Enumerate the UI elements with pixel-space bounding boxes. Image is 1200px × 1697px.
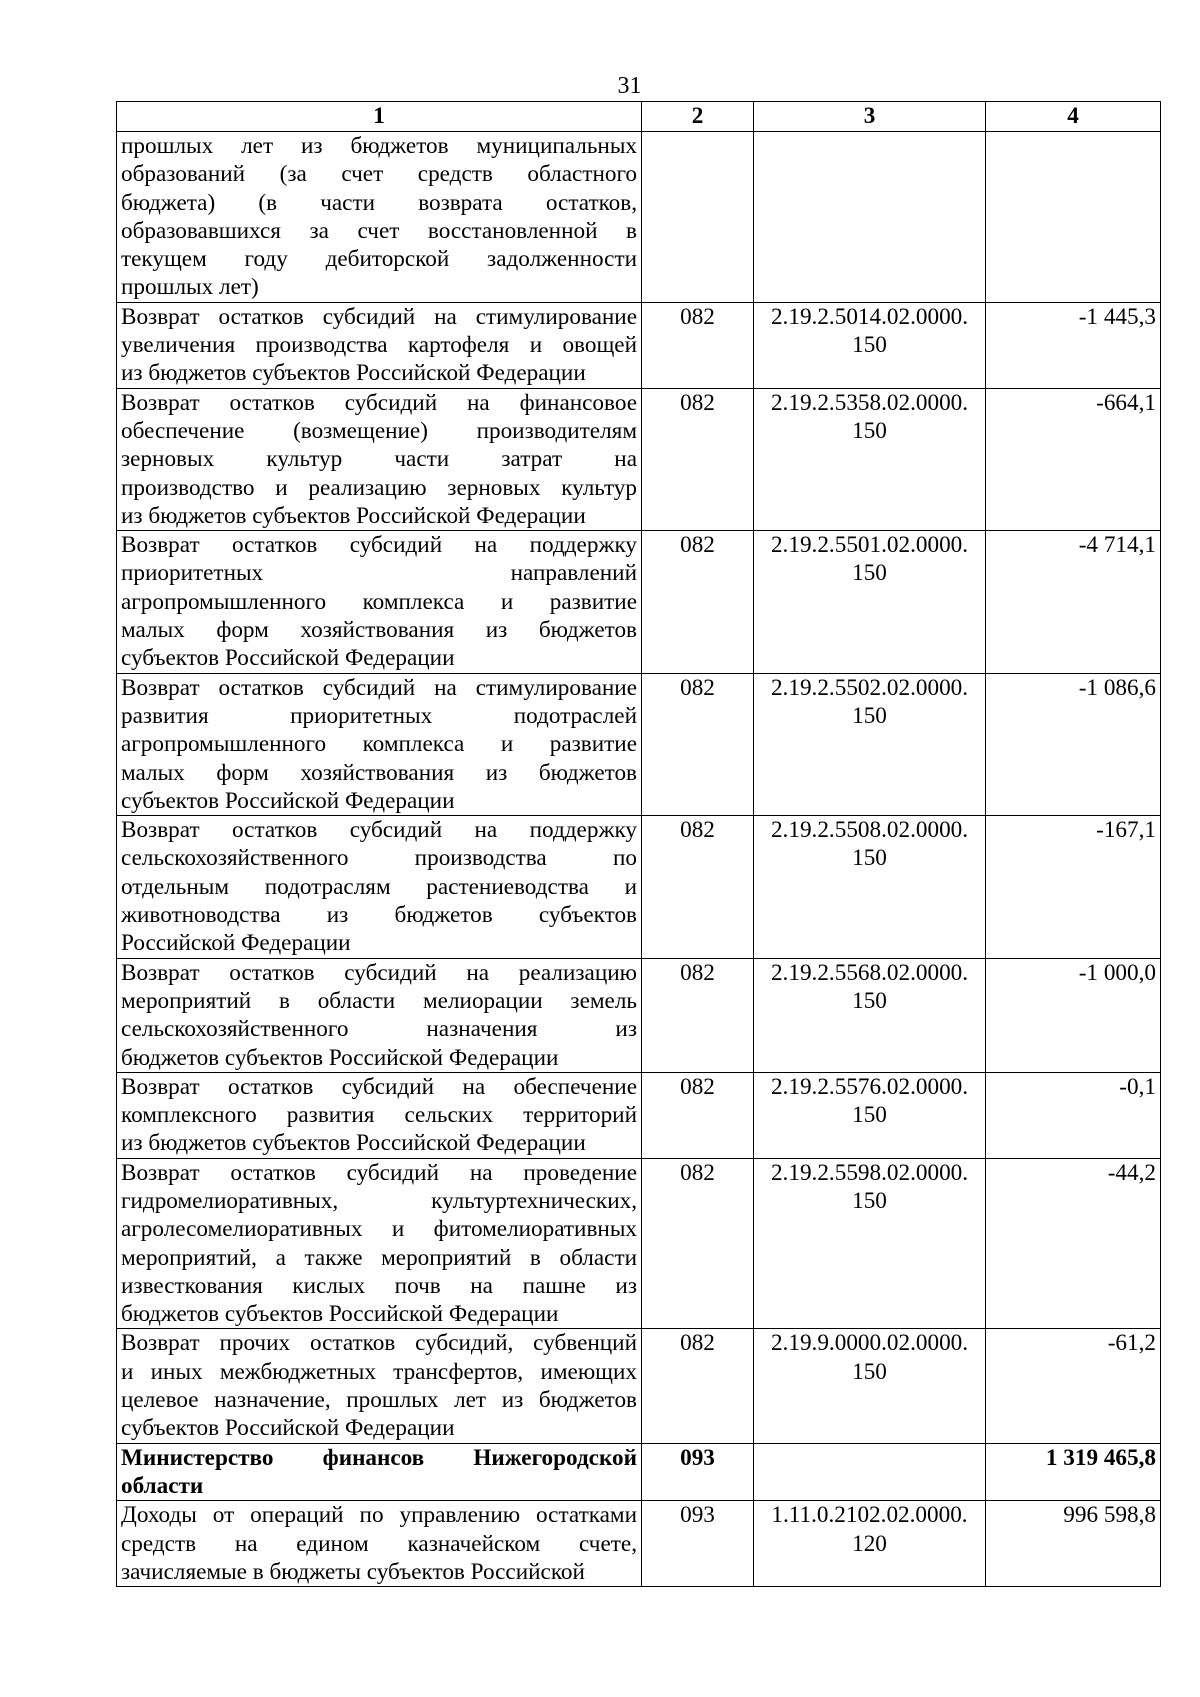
name-line: производство и реализацию зерновых культур [121, 474, 637, 501]
code-line: 150 [852, 1187, 887, 1214]
code-line [758, 132, 981, 160]
name-line: зерновых культур части затрат на [121, 446, 637, 473]
amount-cell: -44,2 [986, 1158, 1161, 1329]
classification-code-cell [754, 1501, 986, 1587]
code-line: 2.19.2.5501.02.0000. [770, 532, 969, 559]
row-name-cell [117, 531, 642, 673]
name-line: из бюджетов субъектов Российской Федерации [121, 360, 586, 387]
classification-code-cell [754, 1329, 986, 1443]
name-line: образовавшихся за счет восстановленной в [121, 217, 637, 244]
code-line: 2.19.2.5508.02.0000. [770, 817, 969, 844]
table-row [117, 132, 1161, 303]
admin-code-cell: 082 [642, 958, 754, 1072]
code-line: 150 [852, 702, 887, 729]
row-name-cell [117, 1329, 642, 1443]
name-line: области [121, 1472, 204, 1499]
name-line: зачисляемые в бюджеты субъектов Российской [121, 1558, 585, 1585]
name-line: из бюджетов субъектов Российской Федерации [121, 502, 586, 529]
amount-cell: -664,1 [986, 388, 1161, 530]
code-line: 2.19.2.5358.02.0000. [770, 389, 969, 416]
admin-code-cell: 082 [642, 531, 754, 673]
name-line: агропромышленного комплекса и развитие [121, 731, 637, 758]
name-line: субъектов Российской Федерации [121, 645, 455, 672]
admin-code-cell: 082 [642, 673, 754, 815]
admin-code-cell: 082 [642, 302, 754, 388]
classification-code-cell [754, 816, 986, 958]
amount-cell: 1 319 465,8 [986, 1443, 1161, 1501]
table-row [117, 1329, 1161, 1443]
row-name-cell [117, 958, 642, 1072]
code-line: 150 [852, 417, 887, 444]
name-line: Возврат остатков субсидий на поддержку [121, 817, 637, 844]
classification-code-cell [754, 132, 986, 303]
table-row [117, 531, 1161, 673]
name-line: Российской Федерации [121, 930, 351, 957]
code-line: 1.11.0.2102.02.0000. [771, 1502, 968, 1529]
name-line: Возврат остатков субсидий на финансовое [121, 389, 637, 416]
row-name-cell [117, 1072, 642, 1158]
name-line: прошлых лет) [121, 274, 259, 301]
name-line: образований (за счет средств областного [121, 161, 637, 188]
classification-code-cell [754, 1158, 986, 1329]
admin-code-cell: 082 [642, 1072, 754, 1158]
admin-code-cell: 093 [642, 1443, 754, 1501]
name-line: развития приоритетных подотраслей [121, 702, 637, 729]
code-line [758, 160, 981, 188]
budget-revenue-table [116, 101, 1161, 1587]
name-line: животноводства из бюджетов субъектов [121, 902, 637, 929]
header-col-2: 2 [642, 102, 754, 132]
name-line: Возврат остатков субсидий на обеспечение [121, 1073, 637, 1100]
table-body [117, 132, 1161, 1587]
name-line: сельскохозяйственного назначения из [121, 1016, 637, 1043]
amount-cell: -1 445,3 [986, 302, 1161, 388]
table-row [117, 673, 1161, 815]
admin-code-cell: 082 [642, 388, 754, 530]
code-line: 2.19.2.5598.02.0000. [770, 1159, 969, 1186]
header-col-4: 4 [986, 102, 1161, 132]
code-line: 2.19.9.0000.02.0000. [770, 1330, 969, 1357]
code-line: 120 [852, 1530, 887, 1557]
code-line: 150 [852, 1358, 887, 1385]
name-line: агропромышленного комплекса и развитие [121, 588, 637, 615]
table-row [117, 1158, 1161, 1329]
table-row [117, 1443, 1161, 1501]
code-line [758, 1472, 981, 1500]
row-name-cell [117, 388, 642, 530]
table-row [117, 816, 1161, 958]
code-line: 2.19.2.5014.02.0000. [770, 303, 969, 330]
name-line: из бюджетов субъектов Российской Федерации [121, 1130, 586, 1157]
header-col-3: 3 [754, 102, 986, 132]
name-line: текущем году дебиторской задолженности [121, 246, 637, 273]
table-row [117, 302, 1161, 388]
name-line: сельскохозяйственного производства по [121, 845, 637, 872]
table-header-row [117, 102, 1161, 132]
amount-cell: -167,1 [986, 816, 1161, 958]
table-row [117, 958, 1161, 1072]
code-line: 150 [852, 332, 887, 359]
code-line: 150 [852, 987, 887, 1014]
amount-cell [986, 132, 1161, 303]
name-line: Возврат остатков субсидий на поддержку [121, 532, 637, 559]
name-line: Возврат остатков субсидий на стимулирование [121, 674, 637, 701]
name-line: бюджета) (в части возврата остатков, [121, 189, 637, 216]
name-line: гидромелиоративных, культуртехнических, [121, 1187, 637, 1214]
code-line: 2.19.2.5502.02.0000. [770, 674, 969, 701]
row-name-cell [117, 302, 642, 388]
code-line: 150 [852, 560, 887, 587]
classification-code-cell [754, 673, 986, 815]
amount-cell: 996 598,8 [986, 1501, 1161, 1587]
row-name-cell [117, 1443, 642, 1501]
code-line: 150 [852, 1102, 887, 1129]
name-line: мероприятий в области мелиорации земель [121, 987, 637, 1014]
classification-code-cell [754, 302, 986, 388]
name-line: малых форм хозяйствования из бюджетов [121, 617, 637, 644]
amount-cell: -0,1 [986, 1072, 1161, 1158]
name-line: прошлых лет из бюджетов муниципальных [121, 133, 637, 159]
row-name-cell [117, 816, 642, 958]
name-line: субъектов Российской Федерации [121, 1415, 455, 1442]
code-line: 2.19.2.5576.02.0000. [770, 1073, 969, 1100]
name-line: отдельным подотраслям растениеводства и [121, 873, 637, 900]
amount-cell: -4 714,1 [986, 531, 1161, 673]
amount-cell: -1 086,6 [986, 673, 1161, 815]
name-line: комплексного развития сельских территорий [121, 1102, 637, 1129]
name-line: известкования кислых почв на пашне из [121, 1272, 637, 1299]
name-line: обеспечение (возмещение) производителям [121, 417, 637, 444]
name-line: целевое назначение, прошлых лет из бюджетов [121, 1387, 637, 1414]
name-line: Возврат остатков субсидий на стимулирование [121, 303, 637, 330]
amount-cell: -1 000,0 [986, 958, 1161, 1072]
name-line: Министерство финансов Нижегородской [121, 1444, 637, 1471]
name-line: Возврат остатков субсидий на реализацию [121, 959, 637, 986]
admin-code-cell: 082 [642, 1329, 754, 1443]
name-line: увеличения производства картофеля и овощей [121, 332, 637, 359]
amount-cell: -61,2 [986, 1329, 1161, 1443]
code-line [758, 1444, 981, 1472]
name-line: малых форм хозяйствования из бюджетов [121, 759, 637, 786]
admin-code-cell: 093 [642, 1501, 754, 1587]
page-number: 31 [617, 73, 642, 99]
classification-code-cell [754, 531, 986, 673]
admin-code-cell: 082 [642, 1158, 754, 1329]
row-name-cell [117, 1501, 642, 1587]
classification-code-cell [754, 1072, 986, 1158]
name-line: Возврат остатков субсидий на проведение [121, 1159, 637, 1186]
name-line: Доходы от операций по управлению остатками [121, 1502, 637, 1529]
row-name-cell [117, 132, 642, 303]
name-line: бюджетов субъектов Российской Федерации [121, 1301, 559, 1328]
admin-code-cell: 082 [642, 816, 754, 958]
name-line: агролесомелиоративных и фитомелиоративных [121, 1216, 637, 1243]
name-line: бюджетов субъектов Российской Федерации [121, 1044, 559, 1071]
name-line: и иных межбюджетных трансфертов, имеющих [121, 1358, 637, 1385]
classification-code-cell [754, 388, 986, 530]
classification-code-cell [754, 958, 986, 1072]
row-name-cell [117, 1158, 642, 1329]
name-line: субъектов Российской Федерации [121, 787, 455, 814]
name-line: приоритетных направлений [121, 560, 637, 587]
table-row [117, 1501, 1161, 1587]
table-row [117, 1072, 1161, 1158]
classification-code-cell [754, 1443, 986, 1501]
row-name-cell [117, 673, 642, 815]
name-line: мероприятий, а также мероприятий в области [121, 1244, 637, 1271]
table-row [117, 388, 1161, 530]
code-line: 150 [852, 845, 887, 872]
name-line: средств на едином казначейском счете, [121, 1530, 637, 1557]
header-col-1: 1 [117, 102, 642, 132]
admin-code-cell [642, 132, 754, 303]
code-line: 2.19.2.5568.02.0000. [770, 959, 969, 986]
name-line: Возврат прочих остатков субсидий, субвенций [121, 1330, 637, 1357]
